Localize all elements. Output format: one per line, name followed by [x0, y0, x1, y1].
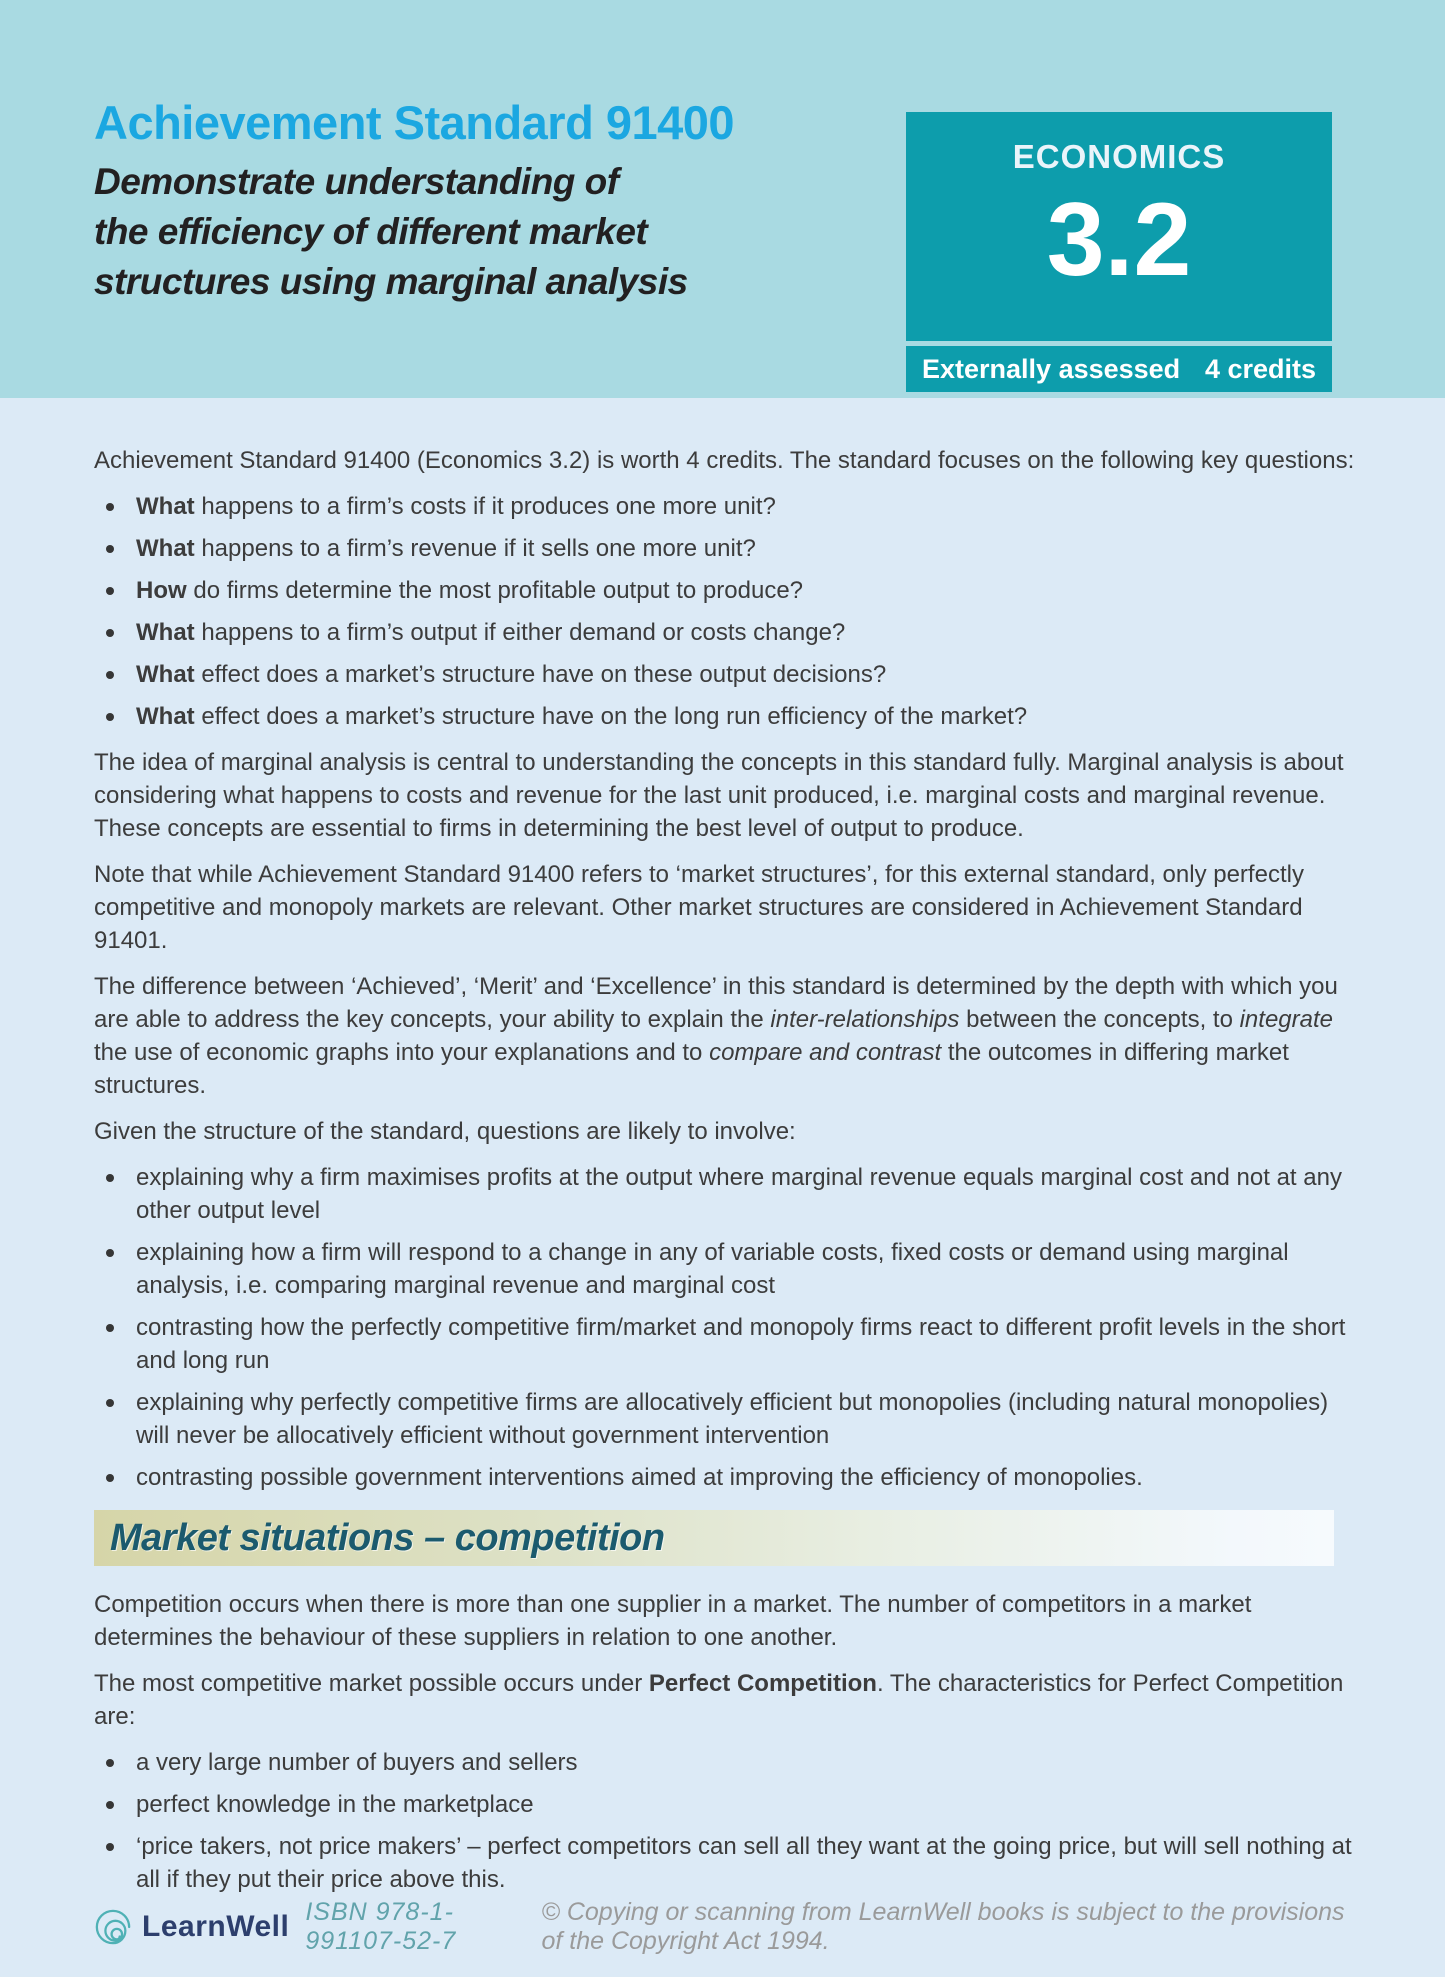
- text-segment: between the concepts, to: [959, 1006, 1240, 1033]
- difference-paragraph: [94, 970, 1356, 1102]
- perfect-competition-paragraph: [94, 1667, 1356, 1733]
- marginal-analysis-paragraph: The idea of marginal analysis is central to understanding the concepts in this standard fully. Marginal analysis is about considering what happens to costs and revenue for the last unit produced, i.e. marginal costs and marginal revenue. These concepts are essential to firms in determining the best level of output to produce.: [94, 749, 1344, 842]
- italic-segment: integrate: [1239, 1006, 1333, 1033]
- list-item: contrasting possible government interventions aimed at improving the efficiency of monopolies.: [94, 1461, 1356, 1494]
- competition-paragraph: Competition occurs when there is more than one supplier in a market. The number of competitors in a market determines the behaviour of these suppliers in relation to one another.: [94, 1591, 1252, 1651]
- badge-subject: ECONOMICS: [1012, 138, 1226, 175]
- question-text: effect does a market’s structure have on the long run efficiency of the market?: [194, 703, 1028, 730]
- question-text: happens to a firm’s output if either demand or costs change?: [194, 619, 846, 646]
- given-structure-paragraph: Given the structure of the standard, questions are likely to involve:: [94, 1118, 796, 1145]
- key-questions-list: [94, 490, 1356, 733]
- question-text: do firms determine the most profitable output to produce?: [186, 577, 804, 604]
- list-item: a very large number of buyers and sellers: [94, 1746, 1356, 1779]
- title-block: [94, 98, 794, 307]
- subtitle-line: structures using marginal analysis: [94, 261, 688, 303]
- question-lead: How: [136, 577, 187, 604]
- badge-credits-label: 4 credits: [1204, 353, 1316, 384]
- list-item: [94, 490, 1356, 523]
- list-item: explaining why perfectly competitive firms are allocatively efficient but monopolies (including natural monopolies) will never be allocatively efficient without government intervention: [94, 1386, 1356, 1452]
- page-body: [94, 432, 1356, 1909]
- brand-name: LearnWell: [142, 1910, 290, 1943]
- subtitle-line: the efficiency of different market: [94, 211, 648, 253]
- header-band: [0, 0, 1445, 398]
- list-item: contrasting how the perfectly competitive firm/market and monopoly firms react to different profit levels in the short and long run: [94, 1311, 1356, 1377]
- list-item: [94, 574, 1356, 607]
- italic-segment: compare and contrast: [709, 1039, 942, 1066]
- list-item: explaining why a firm maximises profits at the output where marginal revenue equals marginal cost and not at any other output level: [94, 1161, 1356, 1227]
- bold-segment: Perfect Competition: [648, 1670, 877, 1697]
- list-item: [94, 658, 1356, 691]
- section-heading: Market situations – competition: [94, 1510, 1334, 1566]
- question-lead: What: [136, 703, 195, 730]
- note-paragraph: Note that while Achievement Standard 91400 refers to ‘market structures’, for this external standard, only perfectly competitive and monopoly markets are relevant. Other market structures are considered in Achievement Standard 91401.: [94, 861, 1304, 954]
- text-segment: the outcomes in differing market structures.: [94, 1039, 1289, 1099]
- italic-segment: inter-relationships: [770, 1006, 960, 1033]
- text-segment: The difference between ‘Achieved’, ‘Merit’ and ‘Excellence’ in this standard is determined by the depth with which you are able to address the key concepts, your ability to explain the: [94, 973, 1338, 1033]
- characteristics-list: [94, 1746, 1356, 1896]
- list-item: [94, 700, 1356, 733]
- badge-assessment-bar: [906, 346, 1332, 392]
- standard-badge: [906, 112, 1332, 392]
- list-item: [94, 532, 1356, 565]
- question-text: happens to a firm’s costs if it produces one more unit?: [194, 493, 776, 520]
- list-item: ‘price takers, not price makers’ – perfect competitors can sell all they want at the going price, but will sell nothing at all if they put their price above this.: [94, 1830, 1356, 1896]
- page-title: Achievement Standard 91400: [94, 96, 735, 149]
- text-segment: The most competitive market possible occurs under: [94, 1670, 649, 1697]
- list-item: explaining how a firm will respond to a change in any of variable costs, fixed costs or demand using marginal analysis, i.e. comparing marginal revenue and marginal cost: [94, 1236, 1356, 1302]
- learnwell-spiral-logo-icon: [94, 1908, 132, 1946]
- page-subtitle: [94, 157, 794, 307]
- question-lead: What: [136, 535, 195, 562]
- badge-assessed-label: Externally assessed: [922, 353, 1181, 384]
- text-segment: . The characteristics for Perfect Competition are:: [94, 1670, 1344, 1730]
- page-footer: [94, 1898, 1356, 1956]
- question-lead: What: [136, 661, 195, 688]
- subtitle-line: Demonstrate understanding of: [94, 161, 619, 203]
- list-item: perfect knowledge in the marketplace: [94, 1788, 1356, 1821]
- badge-main: [906, 112, 1332, 341]
- badge-code: 3.2: [1046, 182, 1192, 298]
- copyright-text: © Copying or scanning from LearnWell books is subject to the provisions of the Copyright Act 1994.: [541, 1898, 1345, 1955]
- question-lead: What: [136, 619, 195, 646]
- intro-paragraph: Achievement Standard 91400 (Economics 3.2) is worth 4 credits. The standard focuses on the following key questions:: [94, 447, 1355, 474]
- isbn-text: ISBN 978-1-991107-52-7: [305, 1898, 457, 1955]
- question-text: effect does a market’s structure have on these output decisions?: [194, 661, 887, 688]
- list-item: [94, 616, 1356, 649]
- text-segment: the use of economic graphs into your explanations and to: [94, 1039, 710, 1066]
- question-text: happens to a firm’s revenue if it sells one more unit?: [194, 535, 756, 562]
- question-lead: What: [136, 493, 195, 520]
- question-types-list: [94, 1161, 1356, 1494]
